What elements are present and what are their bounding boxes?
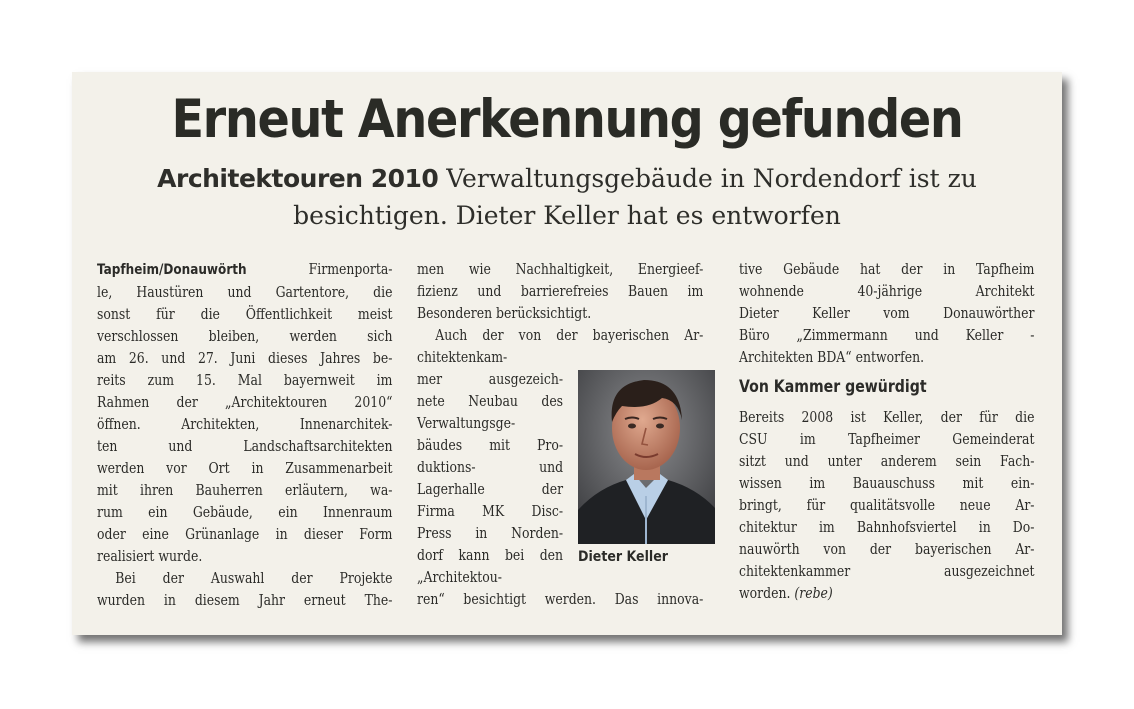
line-text: Firmenporta-	[246, 260, 393, 278]
article-line: ten und Landschaftsarchitekten	[97, 437, 393, 455]
article-line: realisiert wurde.	[97, 547, 203, 565]
article-line: Bei der Auswahl der Projekte	[115, 569, 393, 587]
article-line: Firma MK Disc-	[417, 502, 564, 520]
line-text: worden.	[739, 584, 791, 602]
article-column-3	[739, 258, 1034, 604]
dateline: Tapfheim/Donauwörth	[97, 262, 247, 278]
article-line: bringt, für qualitätsvolle neue Ar-	[739, 496, 1035, 514]
article-line: ren“ besichtigt werden. Das innova-	[417, 590, 704, 608]
article-line: Verwaltungsge-	[417, 414, 516, 432]
article-line: tive Gebäude hat der in Tapfheim	[739, 260, 1035, 278]
article-line: dorf kann bei den	[417, 546, 564, 564]
newspaper-clipping	[72, 72, 1062, 635]
article-line: am 26. und 27. Juni dieses Jahres be-	[97, 349, 393, 367]
article-line: Dieter Keller vom Donauwörther	[739, 304, 1035, 322]
portrait-illustration	[578, 370, 715, 544]
article-line: oder eine Grünanlage in dieser Form	[97, 525, 393, 543]
article-line: Rahmen der „Architektouren 2010“	[97, 393, 393, 411]
article-line: duktions- und	[417, 458, 564, 476]
article-line: wohnende 40-jährige Architekt	[739, 282, 1035, 300]
article-line: wissen im Bauauschuss mit ein-	[739, 474, 1035, 492]
article-line: chitektur im Bahnhofsviertel in Do-	[739, 518, 1035, 536]
article-line: chitektenkammer ausgezeichnet	[739, 562, 1035, 580]
article-line: Büro „Zimmermann und Keller -	[739, 326, 1035, 344]
subhead-text: Verwaltungsgebäude in Nordendorf ist zu besichtigen. Dieter Keller hat es entworfen	[293, 164, 977, 230]
article-line: verschlossen bleiben, werden sich	[97, 327, 393, 345]
article-line: Besonderen berücksichtigt.	[417, 304, 592, 322]
article-line: rum ein Gebäude, ein Innenraum	[97, 503, 393, 521]
article-line: mer ausgezeich-	[417, 370, 564, 388]
article-line: sitzt und unter anderem sein Fach-	[739, 452, 1035, 470]
article-line: sonst für die Öffentlichkeit meist	[97, 305, 393, 323]
article-line	[97, 258, 392, 281]
article-line: le, Haustüren und Gartentore, die	[97, 283, 393, 301]
article-line: CSU im Tapfheimer Gemeinderat	[739, 430, 1035, 448]
article-line: men wie Nachhaltigkeit, Energieef-	[417, 260, 704, 278]
article-line: chitektenkam-	[417, 348, 508, 366]
subheadline	[112, 160, 1022, 234]
photo-caption: Dieter Keller	[578, 549, 668, 565]
article-column-1	[97, 258, 392, 611]
article-line: wurden in diesem Jahr erneut The-	[97, 591, 393, 609]
headline: Erneut Anerkennung gefunden	[171, 89, 963, 150]
article-line: werden vor Ort in Zusammenarbeit	[97, 459, 393, 477]
article-line	[739, 582, 1034, 604]
article-line: bäudes mit Pro-	[417, 436, 564, 454]
article-line: nete Neubau des	[417, 392, 564, 410]
article-line: fizienz und barrierefreies Bauen im	[417, 282, 704, 300]
byline: (rebe)	[794, 584, 833, 602]
article-line: Architekten BDA“ entworfen.	[739, 348, 925, 366]
article-line: Auch der von der bayerischen Ar-	[435, 326, 704, 344]
article-line: Lagerhalle der	[417, 480, 564, 498]
article-line: öffnen. Architekten, Innenarchitek-	[97, 415, 393, 433]
subhead-kicker: Architektouren 2010	[157, 164, 439, 193]
article-line: mit ihren Bauherren erläutern, wa-	[97, 481, 393, 499]
article-line: reits zum 15. Mal bayernweit im	[97, 371, 393, 389]
section-subheading: Von Kammer gewürdigt	[739, 377, 927, 397]
article-line: Bereits 2008 ist Keller, der für die	[739, 408, 1035, 426]
portrait-photo	[578, 370, 715, 544]
article-line: „Architektou-	[417, 568, 503, 586]
article-line: Press in Norden-	[417, 524, 564, 542]
article-line: nauwörth von der bayerischen Ar-	[739, 540, 1035, 558]
